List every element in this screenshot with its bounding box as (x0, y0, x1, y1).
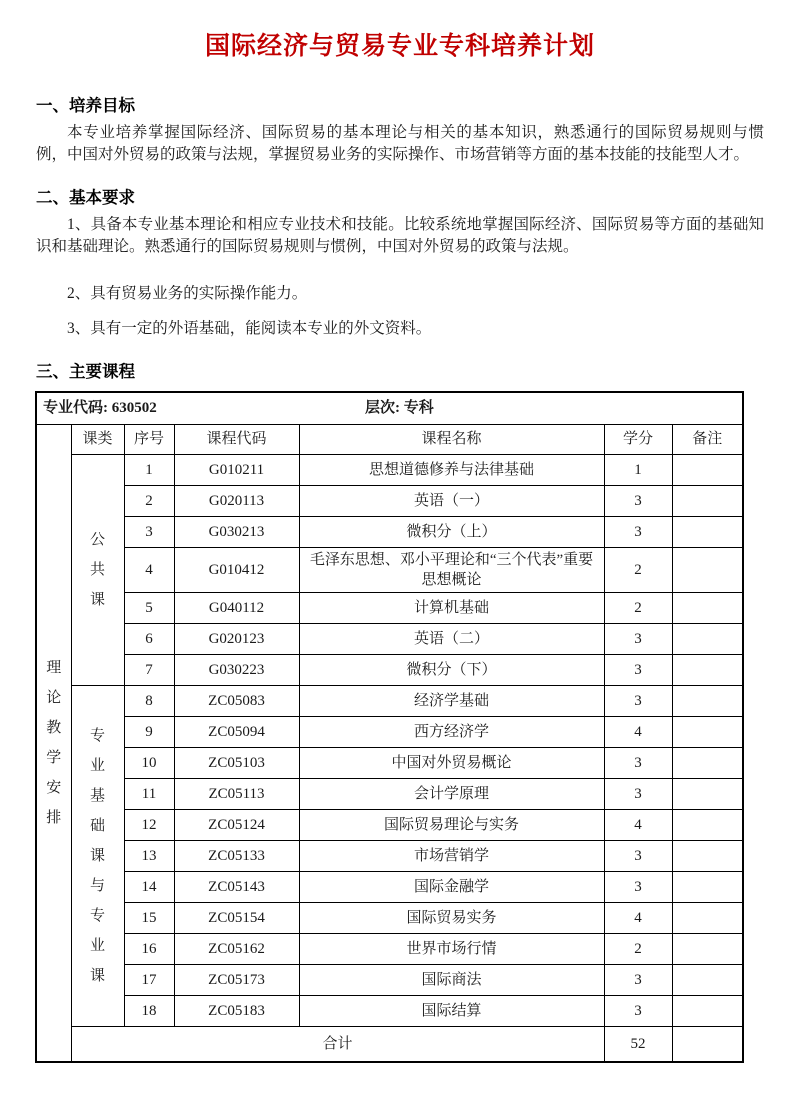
course-row-17 (36, 964, 743, 995)
header-course-class: 课类 (71, 424, 124, 454)
cell-seq: 17 (124, 964, 174, 995)
cell-code: G020113 (174, 485, 299, 516)
total-row (36, 1026, 743, 1062)
section-heading-main-courses: 三、主要课程 (36, 363, 135, 381)
section-heading-training-goal: 一、培养目标 (36, 97, 135, 115)
cell-credits: 4 (604, 902, 672, 933)
course-row-15 (36, 902, 743, 933)
cell-note (672, 809, 743, 840)
cell-name: 国际金融学 (299, 871, 604, 902)
course-row-2 (36, 485, 743, 516)
course-row-9 (36, 716, 743, 747)
cell-credits: 3 (604, 840, 672, 871)
cell-seq: 3 (124, 516, 174, 547)
cell-code: ZC05113 (174, 778, 299, 809)
cell-credits: 3 (604, 685, 672, 716)
side-label-theory-teaching: 理论教学安排 (36, 424, 71, 1062)
cell-name: 中国对外贸易概论 (299, 747, 604, 778)
cell-credits: 2 (604, 592, 672, 623)
cell-seq: 4 (124, 547, 174, 592)
cell-note (672, 623, 743, 654)
course-table-container (35, 391, 764, 1063)
cell-note (672, 592, 743, 623)
cell-credits: 3 (604, 747, 672, 778)
header-course-code: 课程代码 (174, 424, 299, 454)
requirement-item-3: 3、具有一定的外语基础，能阅读本专业的外文资料。 (67, 320, 432, 337)
course-row-8 (36, 685, 743, 716)
cell-note (672, 840, 743, 871)
table-meta-row (36, 392, 743, 424)
cell-code: G010211 (174, 454, 299, 485)
cell-seq: 16 (124, 933, 174, 964)
cell-name: 英语（二） (299, 623, 604, 654)
cell-name: 微积分（上） (299, 516, 604, 547)
course-row-4 (36, 547, 743, 592)
cell-name: 国际结算 (299, 995, 604, 1026)
course-row-16 (36, 933, 743, 964)
cell-name: 世界市场行情 (299, 933, 604, 964)
cell-credits: 3 (604, 995, 672, 1026)
cell-seq: 6 (124, 623, 174, 654)
cell-credits: 3 (604, 485, 672, 516)
header-note: 备注 (672, 424, 743, 454)
group-label-public-courses: 公共课 (71, 454, 124, 685)
course-row-14 (36, 871, 743, 902)
cell-credits: 2 (604, 933, 672, 964)
cell-name: 毛泽东思想、邓小平理论和“三个代表”重要思想概论 (299, 547, 604, 592)
cell-note (672, 654, 743, 685)
course-row-1 (36, 454, 743, 485)
course-row-18 (36, 995, 743, 1026)
cell-credits: 3 (604, 871, 672, 902)
cell-code: ZC05162 (174, 933, 299, 964)
cell-name: 思想道德修养与法律基础 (299, 454, 604, 485)
header-credits: 学分 (604, 424, 672, 454)
cell-name: 国际贸易理论与实务 (299, 809, 604, 840)
cell-name: 微积分（下） (299, 654, 604, 685)
cell-code: ZC05083 (174, 685, 299, 716)
cell-note (672, 685, 743, 716)
cell-note (672, 747, 743, 778)
cell-note (672, 995, 743, 1026)
cell-credits: 3 (604, 623, 672, 654)
course-row-11 (36, 778, 743, 809)
cell-name: 经济学基础 (299, 685, 604, 716)
cell-seq: 9 (124, 716, 174, 747)
cell-code: ZC05183 (174, 995, 299, 1026)
training-goal-paragraph: 本专业培养掌握国际经济、国际贸易的基本理论与相关的基本知识，熟悉通行的国际贸易规则与惯例，中国对外贸易的政策与法规，掌握贸易业务的实际操作、市场营销等方面的基本技能的技能型人才。 (36, 124, 764, 163)
cell-seq: 10 (124, 747, 174, 778)
cell-code: ZC05094 (174, 716, 299, 747)
cell-credits: 3 (604, 778, 672, 809)
header-seq: 序号 (124, 424, 174, 454)
cell-credits: 2 (604, 547, 672, 592)
cell-note (672, 485, 743, 516)
cell-name: 市场营销学 (299, 840, 604, 871)
course-row-3 (36, 516, 743, 547)
cell-name: 西方经济学 (299, 716, 604, 747)
total-credits: 52 (604, 1026, 672, 1062)
cell-note (672, 454, 743, 485)
cell-code: ZC05143 (174, 871, 299, 902)
cell-seq: 14 (124, 871, 174, 902)
cell-note (672, 871, 743, 902)
requirement-item-2: 2、具有贸易业务的实际操作能力。 (67, 285, 308, 302)
header-course-name: 课程名称 (299, 424, 604, 454)
cell-name: 会计学原理 (299, 778, 604, 809)
cell-note (672, 716, 743, 747)
cell-code: G020123 (174, 623, 299, 654)
course-row-12 (36, 809, 743, 840)
course-row-7 (36, 654, 743, 685)
cell-code: ZC05133 (174, 840, 299, 871)
cell-code: G010412 (174, 547, 299, 592)
cell-seq: 15 (124, 902, 174, 933)
cell-note (672, 964, 743, 995)
cell-credits: 4 (604, 809, 672, 840)
section-heading-basic-requirements: 二、基本要求 (36, 189, 135, 207)
level-label: 层次: 专科 (365, 400, 434, 417)
cell-seq: 5 (124, 592, 174, 623)
cell-name: 国际贸易实务 (299, 902, 604, 933)
cell-note (672, 933, 743, 964)
cell-seq: 12 (124, 809, 174, 840)
cell-name: 计算机基础 (299, 592, 604, 623)
cell-seq: 11 (124, 778, 174, 809)
cell-code: ZC05154 (174, 902, 299, 933)
cell-credits: 3 (604, 516, 672, 547)
cell-code: G030223 (174, 654, 299, 685)
cell-credits: 3 (604, 654, 672, 685)
cell-code: ZC05103 (174, 747, 299, 778)
cell-seq: 13 (124, 840, 174, 871)
course-table (35, 391, 744, 1063)
cell-seq: 8 (124, 685, 174, 716)
cell-code: ZC05124 (174, 809, 299, 840)
cell-note (672, 547, 743, 592)
cell-seq: 7 (124, 654, 174, 685)
cell-seq: 1 (124, 454, 174, 485)
total-note (672, 1026, 743, 1062)
cell-name: 国际商法 (299, 964, 604, 995)
course-row-13 (36, 840, 743, 871)
group-label-major-courses: 专业基础课与专业课 (71, 685, 124, 1026)
requirement-item-1: 1、具备本专业基本理论和相应专业技术和技能。比较系统地掌握国际经济、国际贸易等方面的基础知识和基础理论。熟悉通行的国际贸易规则与惯例，中国对外贸易的政策与法规。 (36, 216, 764, 255)
cell-code: ZC05173 (174, 964, 299, 995)
cell-note (672, 902, 743, 933)
course-row-5 (36, 592, 743, 623)
cell-credits: 1 (604, 454, 672, 485)
table-header-row (36, 424, 743, 454)
cell-credits: 4 (604, 716, 672, 747)
cell-seq: 18 (124, 995, 174, 1026)
course-row-10 (36, 747, 743, 778)
cell-note (672, 778, 743, 809)
cell-credits: 3 (604, 964, 672, 995)
cell-note (672, 516, 743, 547)
cell-code: G030213 (174, 516, 299, 547)
major-code-label: 专业代码: 630502 (43, 400, 157, 417)
cell-seq: 2 (124, 485, 174, 516)
course-row-6 (36, 623, 743, 654)
cell-code: G040112 (174, 592, 299, 623)
total-label: 合计 (71, 1026, 604, 1062)
page-title: 国际经济与贸易专业专科培养计划 (204, 32, 595, 60)
cell-name: 英语（一） (299, 485, 604, 516)
